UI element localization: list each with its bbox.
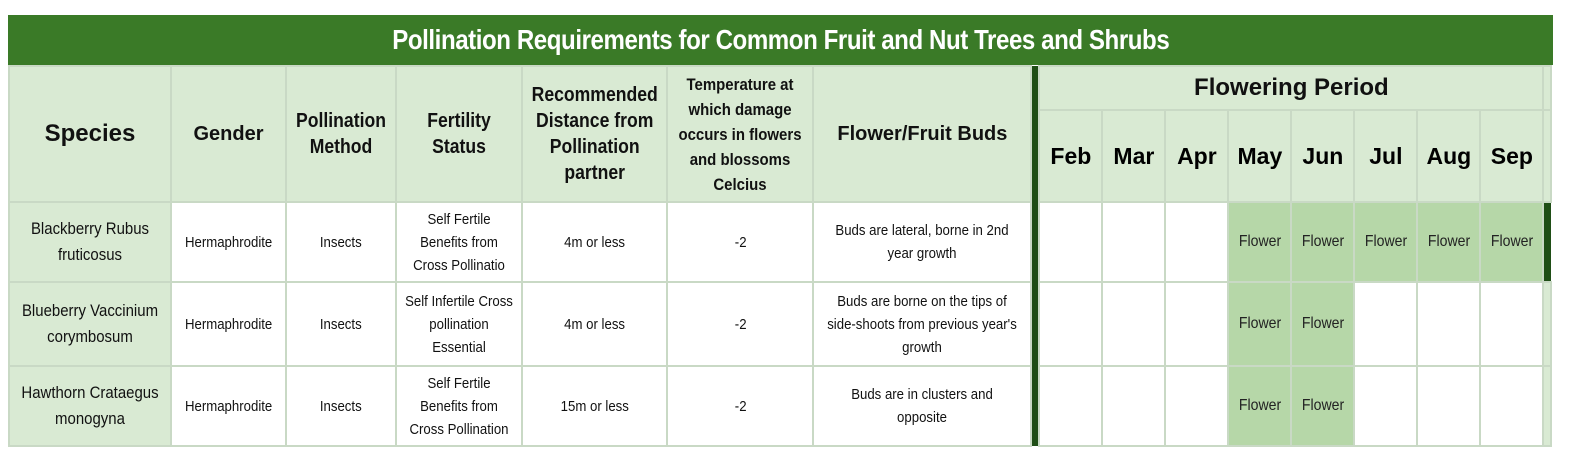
- flowering-cell-may: Flower: [1228, 282, 1291, 366]
- column-separator: [1031, 66, 1039, 202]
- buds-cell: Buds are borne on the tips of side-shoots from previous year's growth: [813, 282, 1031, 366]
- table-row: [9, 282, 1551, 366]
- gender-cell: Hermaphrodite: [171, 366, 286, 446]
- flowering-cell-jul: [1354, 366, 1417, 446]
- flowering-cell-feb: [1039, 366, 1102, 446]
- pollination-method-cell: Insects: [286, 282, 396, 366]
- header-distance: Recommended Distance from Pollination partner: [522, 66, 667, 202]
- species-cell: Blueberry Vaccinium corymbosum: [9, 282, 171, 366]
- table-row: [9, 366, 1551, 446]
- header-gender: Gender: [171, 66, 286, 202]
- sheet-title: Pollination Requirements for Common Fruit and Nut Trees and Shrubs: [8, 15, 1553, 65]
- pollination-method-cell: Insects: [286, 202, 396, 282]
- header-flowering-period: Flowering Period: [1039, 66, 1543, 110]
- pollination-table: [8, 65, 1552, 447]
- flowering-cell-feb: [1039, 202, 1102, 282]
- flowering-cell-jun: Flower: [1291, 366, 1354, 446]
- header-buds: Flower/Fruit Buds: [813, 66, 1031, 202]
- flowering-cell-aug: Flower: [1417, 202, 1480, 282]
- month-header-apr: Apr: [1165, 110, 1228, 202]
- pollination-sheet: [8, 15, 1553, 450]
- month-header-may: May: [1228, 110, 1291, 202]
- column-separator: [1031, 366, 1039, 446]
- flowering-cell-jul: [1354, 282, 1417, 366]
- flowering-cell-sep: Flower: [1480, 202, 1543, 282]
- right-edge: [1543, 366, 1551, 446]
- flowering-cell-jun: Flower: [1291, 202, 1354, 282]
- fertility-status-cell: Self Infertile Cross pollination Essential: [396, 282, 522, 366]
- month-header-jun: Jun: [1291, 110, 1354, 202]
- flowering-cell-mar: [1102, 202, 1165, 282]
- flowering-cell-sep: [1480, 282, 1543, 366]
- header-species: Species: [9, 66, 171, 202]
- right-edge: [1543, 110, 1551, 202]
- month-header-aug: Aug: [1417, 110, 1480, 202]
- month-header-sep: Sep: [1480, 110, 1543, 202]
- flowering-cell-may: Flower: [1228, 202, 1291, 282]
- species-cell: Hawthorn Crataegus monogyna: [9, 366, 171, 446]
- buds-cell: Buds are lateral, borne in 2nd year growth: [813, 202, 1031, 282]
- flowering-cell-mar: [1102, 282, 1165, 366]
- flowering-cell-apr: [1165, 202, 1228, 282]
- header-temperature: Temperature at which damage occurs in flowers and blossoms Celcius: [667, 66, 813, 202]
- temperature-cell: -2: [667, 282, 813, 366]
- flowering-cell-feb: [1039, 282, 1102, 366]
- distance-cell: 15m or less: [522, 366, 667, 446]
- species-cell: Blackberry Rubus fruticosus: [9, 202, 171, 282]
- distance-cell: 4m or less: [522, 282, 667, 366]
- flowering-cell-apr: [1165, 282, 1228, 366]
- month-header-mar: Mar: [1102, 110, 1165, 202]
- flowering-cell-apr: [1165, 366, 1228, 446]
- temperature-cell: -2: [667, 202, 813, 282]
- flowering-cell-sep: [1480, 366, 1543, 446]
- right-edge: [1543, 202, 1551, 282]
- table-row: [9, 202, 1551, 282]
- fertility-status-cell: Self Fertile Benefits from Cross Pollinatio: [396, 202, 522, 282]
- flowering-cell-aug: [1417, 366, 1480, 446]
- flowering-cell-jul: Flower: [1354, 202, 1417, 282]
- column-separator: [1031, 282, 1039, 366]
- buds-cell: Buds are in clusters and opposite: [813, 366, 1031, 446]
- fertility-status-cell: Self Fertile Benefits from Cross Pollination: [396, 366, 522, 446]
- flowering-cell-jun: Flower: [1291, 282, 1354, 366]
- header-fertility-status: Fertility Status: [396, 66, 522, 202]
- right-edge: [1543, 66, 1551, 110]
- column-separator: [1031, 202, 1039, 282]
- header-pollination-method: Pollination Method: [286, 66, 396, 202]
- month-header-jul: Jul: [1354, 110, 1417, 202]
- flowering-cell-mar: [1102, 366, 1165, 446]
- pollination-method-cell: Insects: [286, 366, 396, 446]
- distance-cell: 4m or less: [522, 202, 667, 282]
- temperature-cell: -2: [667, 366, 813, 446]
- gender-cell: Hermaphrodite: [171, 282, 286, 366]
- month-header-feb: Feb: [1039, 110, 1102, 202]
- flowering-cell-may: Flower: [1228, 366, 1291, 446]
- right-edge: [1543, 282, 1551, 366]
- gender-cell: Hermaphrodite: [171, 202, 286, 282]
- flowering-cell-aug: [1417, 282, 1480, 366]
